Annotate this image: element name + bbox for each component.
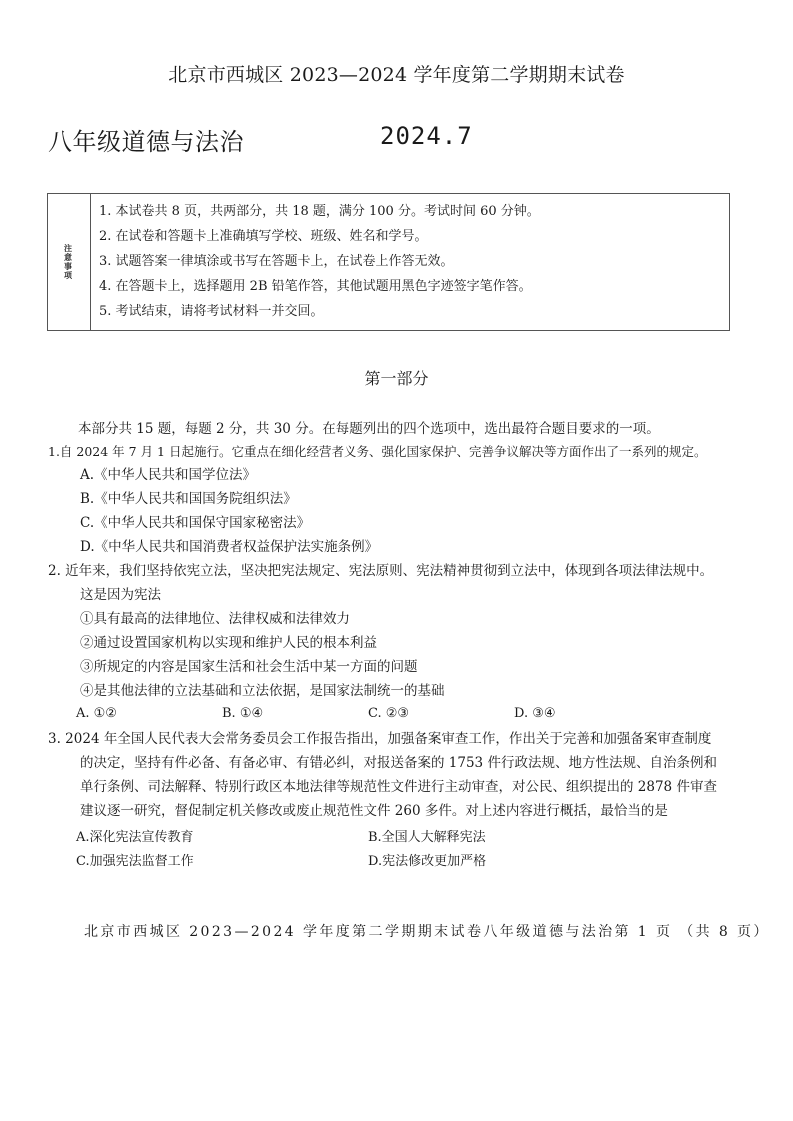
question-3-option-a: A.深化宪法宣传教育 [76, 830, 194, 845]
question-3-stem-line-2: 的决定，坚持有件必备、有备必审、有错必纠，对报送备案的 1753 件行政法规、地方性法规、自治条例和 [80, 755, 717, 771]
question-3-stem: 3. 2024 年全国人民代表大会常务委员会工作报告指出，加强备案审查工作，作出关于完善和加强备案审查制度 [48, 731, 712, 747]
notice-list [99, 203, 540, 328]
question-1-option-a: A.《中华人民共和国学位法》 [80, 467, 257, 483]
notice-item: 4. 在答题卡上，选择题用 2B 铅笔作答，其他试题用黑色字迹签字笔作答。 [99, 279, 532, 294]
notice-item: 1. 本试卷共 8 页，共两部分，共 18 题，满分 100 分。考试时间 60 分钟。 [99, 204, 540, 219]
question-2-statement-3: ③所规定的内容是国家生活和社会生活中某一方面的问题 [80, 659, 418, 675]
page-header: 北京市西城区 2023—2024 学年度第二学期期末试卷 [168, 64, 625, 86]
question-2-stem: 2. 近年来，我们坚持依宪立法，坚决把宪法规定、宪法原则、宪法精神贯彻到立法中，体现到各项法律法规中。 [48, 563, 714, 579]
notice-item: 5. 考试结束，请将考试材料一并交回。 [99, 304, 324, 319]
subject-title: 八年级道德与法治 [48, 128, 244, 156]
question-2-option-b: B. ①④ [222, 706, 264, 721]
question-2-statement-1: ①具有最高的法律地位、法律权威和法律效力 [80, 611, 350, 627]
question-2-statement-2: ②通过设置国家机构以实现和维护人民的根本利益 [80, 635, 377, 651]
notice-item: 2. 在试卷和答题卡上准确填写学校、班级、姓名和学号。 [99, 229, 428, 244]
notice-label: 注意事项 [63, 244, 74, 280]
question-2-stem-cont: 这是因为宪法 [80, 587, 161, 603]
page-footer: 北京市西城区 2023—2024 学年度第二学期期末试卷八年级道德与法治第 1 页 （共 8 页） [84, 924, 770, 940]
question-1-option-b: B.《中华人民共和国国务院组织法》 [80, 491, 297, 507]
notice-box [47, 193, 730, 331]
notice-item: 3. 试题答案一律填涂或书写在答题卡上，在试卷上作答无效。 [99, 254, 454, 269]
question-2-option-c: C. ②③ [368, 706, 410, 721]
question-1-option-c: C.《中华人民共和国保守国家秘密法》 [80, 515, 311, 531]
section-intro: 本部分共 15 题，每题 2 分，共 30 分。在每题列出的四个选项中，选出最符合题目要求的一项。 [78, 421, 660, 437]
question-3-stem-line-4: 建议逐一研究，督促制定机关修改或废止规范性文件 260 多件。对上述内容进行概括，最恰当的是 [80, 803, 668, 819]
notice-label-cell [48, 194, 91, 330]
section-title: 第一部分 [364, 369, 429, 388]
question-1-stem: 1.自 2024 年 7 月 1 日起施行。它重点在细化经营者义务、强化国家保护、完善争议解决等方面作出了一系列的规定。 [48, 444, 707, 459]
question-2-option-d: D. ③④ [514, 706, 556, 721]
question-1-option-d: D.《中华人民共和国消费者权益保护法实施条例》 [80, 539, 379, 555]
question-3-option-d: D.宪法修改更加严格 [368, 854, 487, 869]
question-2-statement-4: ④是其他法律的立法基础和立法依据，是国家法制统一的基础 [80, 683, 445, 699]
exam-date: 2024.7 [380, 122, 473, 150]
question-3-option-c: C.加强宪法监督工作 [76, 854, 194, 869]
question-2-option-a: A. ①② [76, 706, 117, 721]
question-3-stem-line-3: 单行条例、司法解释、特别行政区本地法律等规范性文件进行主动审查，对公民、组织提出的 2878 件审查 [80, 779, 717, 795]
question-3-option-b: B.全国人大解释宪法 [368, 830, 486, 845]
